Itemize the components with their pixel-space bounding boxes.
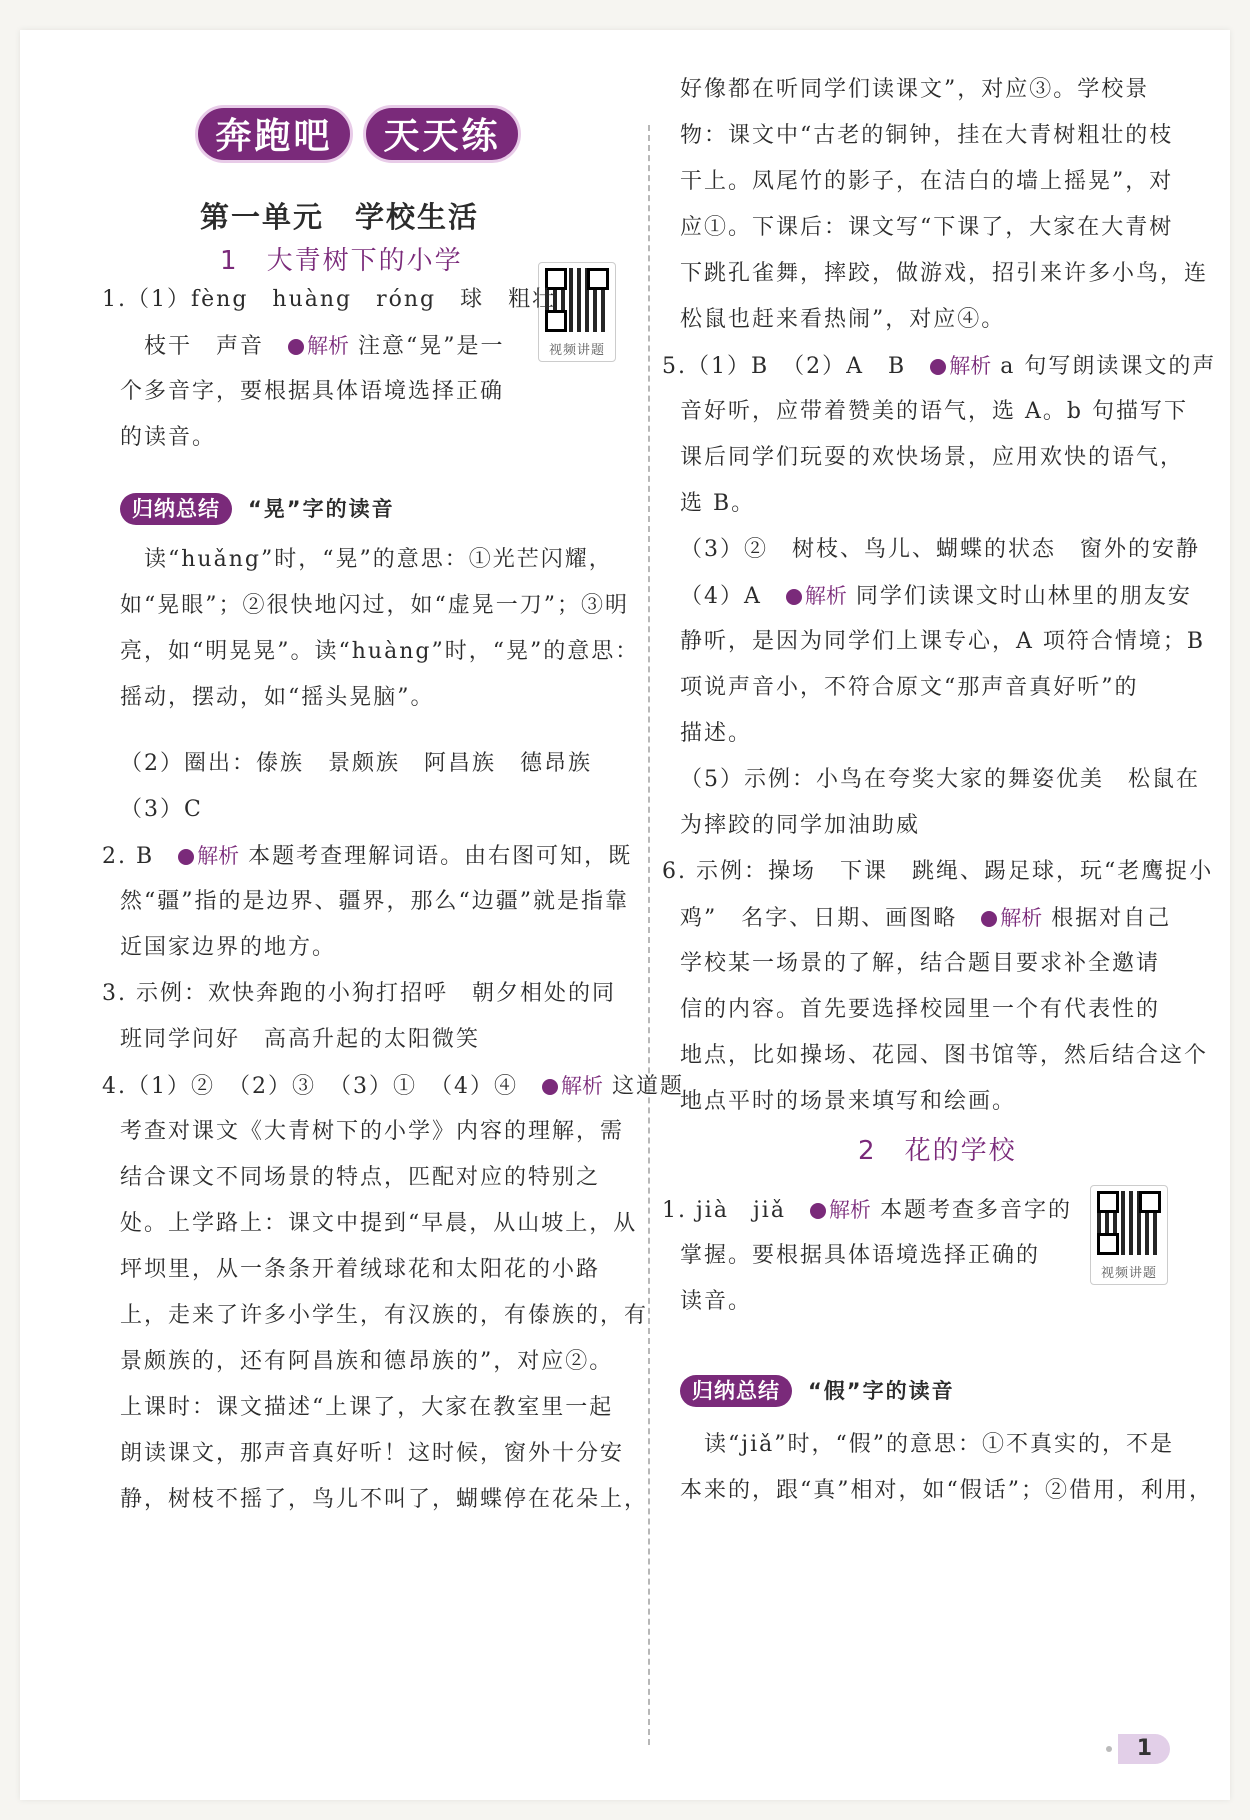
qr-corner-icon [1139, 1191, 1161, 1213]
qr-corner-icon [1097, 1233, 1119, 1255]
text-line: 摇动，摆动，如“摇头晃脑”。 [120, 685, 435, 710]
text-line: （2）圈出：傣族 景颇族 阿昌族 德昂族 [120, 751, 592, 776]
summary-title: “假”字的读音 [808, 1379, 955, 1403]
text-line: 学校某一场景的了解，结合题目要求补全邀请 [680, 951, 1161, 976]
text-line: （3）C [120, 797, 203, 822]
analysis-label: 解析 [542, 1074, 603, 1098]
text-line: 然“疆”指的是边界、疆界，那么“边疆”就是指靠 [120, 889, 629, 914]
text-line: 描述。 [680, 721, 753, 746]
text-line: 上课时：课文描述“上课了，大家在教室里一起 [120, 1395, 614, 1420]
text-line: 好像都在听同学们读课文”，对应③。学校景 [680, 77, 1150, 102]
page-dot-icon [1106, 1746, 1112, 1752]
text-line: 鸡” 名字、日期、画图略 解析 根据对自己 [680, 906, 1172, 931]
summary-tag: 归纳总结 [120, 493, 232, 525]
column-divider [648, 125, 650, 1745]
qr-caption: 视频讲题 [1100, 1266, 1157, 1281]
text-line: 读“huǎng”时，“晃”的意思：①光芒闪耀， [120, 547, 613, 572]
text-line: 结合课文不同场景的特点，匹配对应的特别之 [120, 1165, 601, 1190]
text-line: 静听，是因为同学们上课专心，A 项符合情境；B [680, 629, 1206, 654]
analysis-label: 解析 [288, 334, 349, 358]
text-line: 坪坝里，从一条条开着绒球花和太阳花的小路 [120, 1257, 601, 1282]
page-number-text: 1 [1136, 1736, 1152, 1761]
text-line: （3）② 树枝、鸟儿、蝴蝶的状态 窗外的安静 [680, 537, 1200, 562]
lesson-1-number: 1 [220, 246, 239, 276]
lesson-1-title [220, 240, 463, 277]
analysis-label: 解析 [930, 354, 991, 378]
text-line: 为摔跤的同学加油助威 [680, 813, 921, 838]
qr-corner-icon [1097, 1191, 1119, 1213]
text-line: 1.（1）fèng huàng róng 球 粗壮 [102, 287, 557, 312]
text-line: 本来的，跟“真”相对，如“假话”；②借用，利用， [680, 1478, 1213, 1503]
text-line: 课后同学们玩耍的欢快场景，应用欢快的语气， [680, 445, 1185, 470]
text-line: 静，树枝不摇了，鸟儿不叫了，蝴蝶停在花朵上， [120, 1487, 649, 1512]
text-line: 信的内容。首先要选择校园里一个有代表性的 [680, 997, 1161, 1022]
title-banner [195, 105, 525, 165]
text-line: 的读音。 [120, 425, 217, 450]
page-sheet [20, 30, 1230, 1800]
text-line: 选 B。 [680, 491, 756, 516]
text-line: 如“晃眼”；②很快地闪过，如“虚晃一刀”；③明 [120, 593, 629, 618]
text-line: 物：课文中“古老的铜钟，挂在大青树粗壮的枝 [680, 123, 1174, 148]
qr-caption: 视频讲题 [548, 343, 605, 358]
text-line: 3. 示例：欢快奔跑的小狗打招呼 朝夕相处的同 [102, 981, 616, 1006]
qr-corner-icon [587, 268, 609, 290]
text-line: 项说声音小，不符合原文“那声音真好听”的 [680, 675, 1139, 700]
text-line: 下跳孔雀舞，摔跤，做游戏，招引来许多小鸟，连 [680, 261, 1209, 286]
lesson-1-name: 大青树下的小学 [266, 246, 463, 276]
unit-title: 第一单元 学校生活 [200, 200, 480, 234]
lesson-2-number: 2 [858, 1136, 877, 1166]
analysis-icon [288, 339, 304, 355]
analysis-label: 解析 [178, 844, 239, 868]
analysis-icon [810, 1203, 826, 1219]
analysis-icon [981, 911, 997, 927]
text-line: （5）示例：小鸟在夸奖大家的舞姿优美 松鼠在 [680, 767, 1200, 792]
text-line: 2. B 解析 本题考查理解词语。由右图可知，既 [102, 844, 633, 869]
text-line: 考查对课文《大青树下的小学》内容的理解，需 [120, 1119, 625, 1144]
text-line: 应①。下课后：课文写“下课了，大家在大青树 [680, 215, 1174, 240]
text-line: 地点平时的场景来填写和绘画。 [680, 1089, 1017, 1114]
text-line: 处。上学路上：课文中提到“早晨，从山坡上，从 [120, 1211, 638, 1236]
text-line: 5.（1）B （2）A B 解析 a 句写朗读课文的声 [662, 354, 1217, 379]
banner-left: 奔跑吧 [195, 105, 353, 163]
text-line: 朗读课文，那声音真好听！这时候，窗外十分安 [120, 1441, 625, 1466]
analysis-icon [786, 589, 802, 605]
analysis-label: 解析 [981, 906, 1042, 930]
text-line: 亮，如“明晃晃”。读“huàng”时，“晃”的意思： [120, 639, 640, 664]
text-line: 上，走来了许多小学生，有汉族的，有傣族的，有 [120, 1303, 649, 1328]
text-line: 掌握。要根据具体语境选择正确的 [680, 1243, 1041, 1268]
text-line: 读音。 [680, 1289, 753, 1314]
text-line: 松鼠也赶来看热闹”，对应④。 [680, 307, 1006, 332]
text-line: 班同学问好 高高升起的太阳微笑 [120, 1027, 481, 1052]
qr-code-2[interactable] [1090, 1185, 1168, 1285]
text-line: 个多音字，要根据具体语境选择正确 [120, 379, 505, 404]
lesson-2-name: 花的学校 [904, 1136, 1017, 1166]
text-line: 干上。凤尾竹的影子，在洁白的墙上摇晃”，对 [680, 169, 1174, 194]
analysis-icon [178, 849, 194, 865]
text-line: 地点，比如操场、花园、图书馆等，然后结合这个 [680, 1043, 1209, 1068]
text-line: 4.（1）② （2）③ （3）① （4）④ 解析 这道题 [102, 1074, 684, 1099]
summary-heading-1 [120, 493, 395, 525]
text-line: 近国家边界的地方。 [120, 935, 337, 960]
text-line: 读“jiǎ”时，“假”的意思：①不真实的，不是 [680, 1432, 1174, 1457]
analysis-icon [542, 1079, 558, 1095]
analysis-icon [930, 359, 946, 375]
text-line: 音好听，应带着赞美的语气，选 A。b 句描写下 [680, 399, 1188, 424]
banner-right: 天天练 [363, 105, 521, 163]
text-line: 6. 示例：操场 下课 跳绳、踢足球，玩“老鹰捉小 [662, 859, 1214, 884]
text-line: 1. jià jiǎ 解析 本题考查多音字的 [662, 1198, 1072, 1223]
text-line: 景颇族的，还有阿昌族和德昂族的”，对应②。 [120, 1349, 614, 1374]
lesson-2-title [858, 1130, 1017, 1167]
summary-title: “晃”字的读音 [248, 497, 395, 521]
analysis-label: 解析 [786, 584, 847, 608]
summary-tag: 归纳总结 [680, 1375, 792, 1407]
analysis-label: 解析 [810, 1198, 871, 1222]
page-number [1106, 1734, 1170, 1764]
summary-heading-2 [680, 1375, 955, 1407]
text-line: 枝干 声音 解析 注意“晃”是一 [120, 334, 505, 359]
text-line: （4）A 解析 同学们读课文时山林里的朋友安 [680, 584, 1192, 609]
